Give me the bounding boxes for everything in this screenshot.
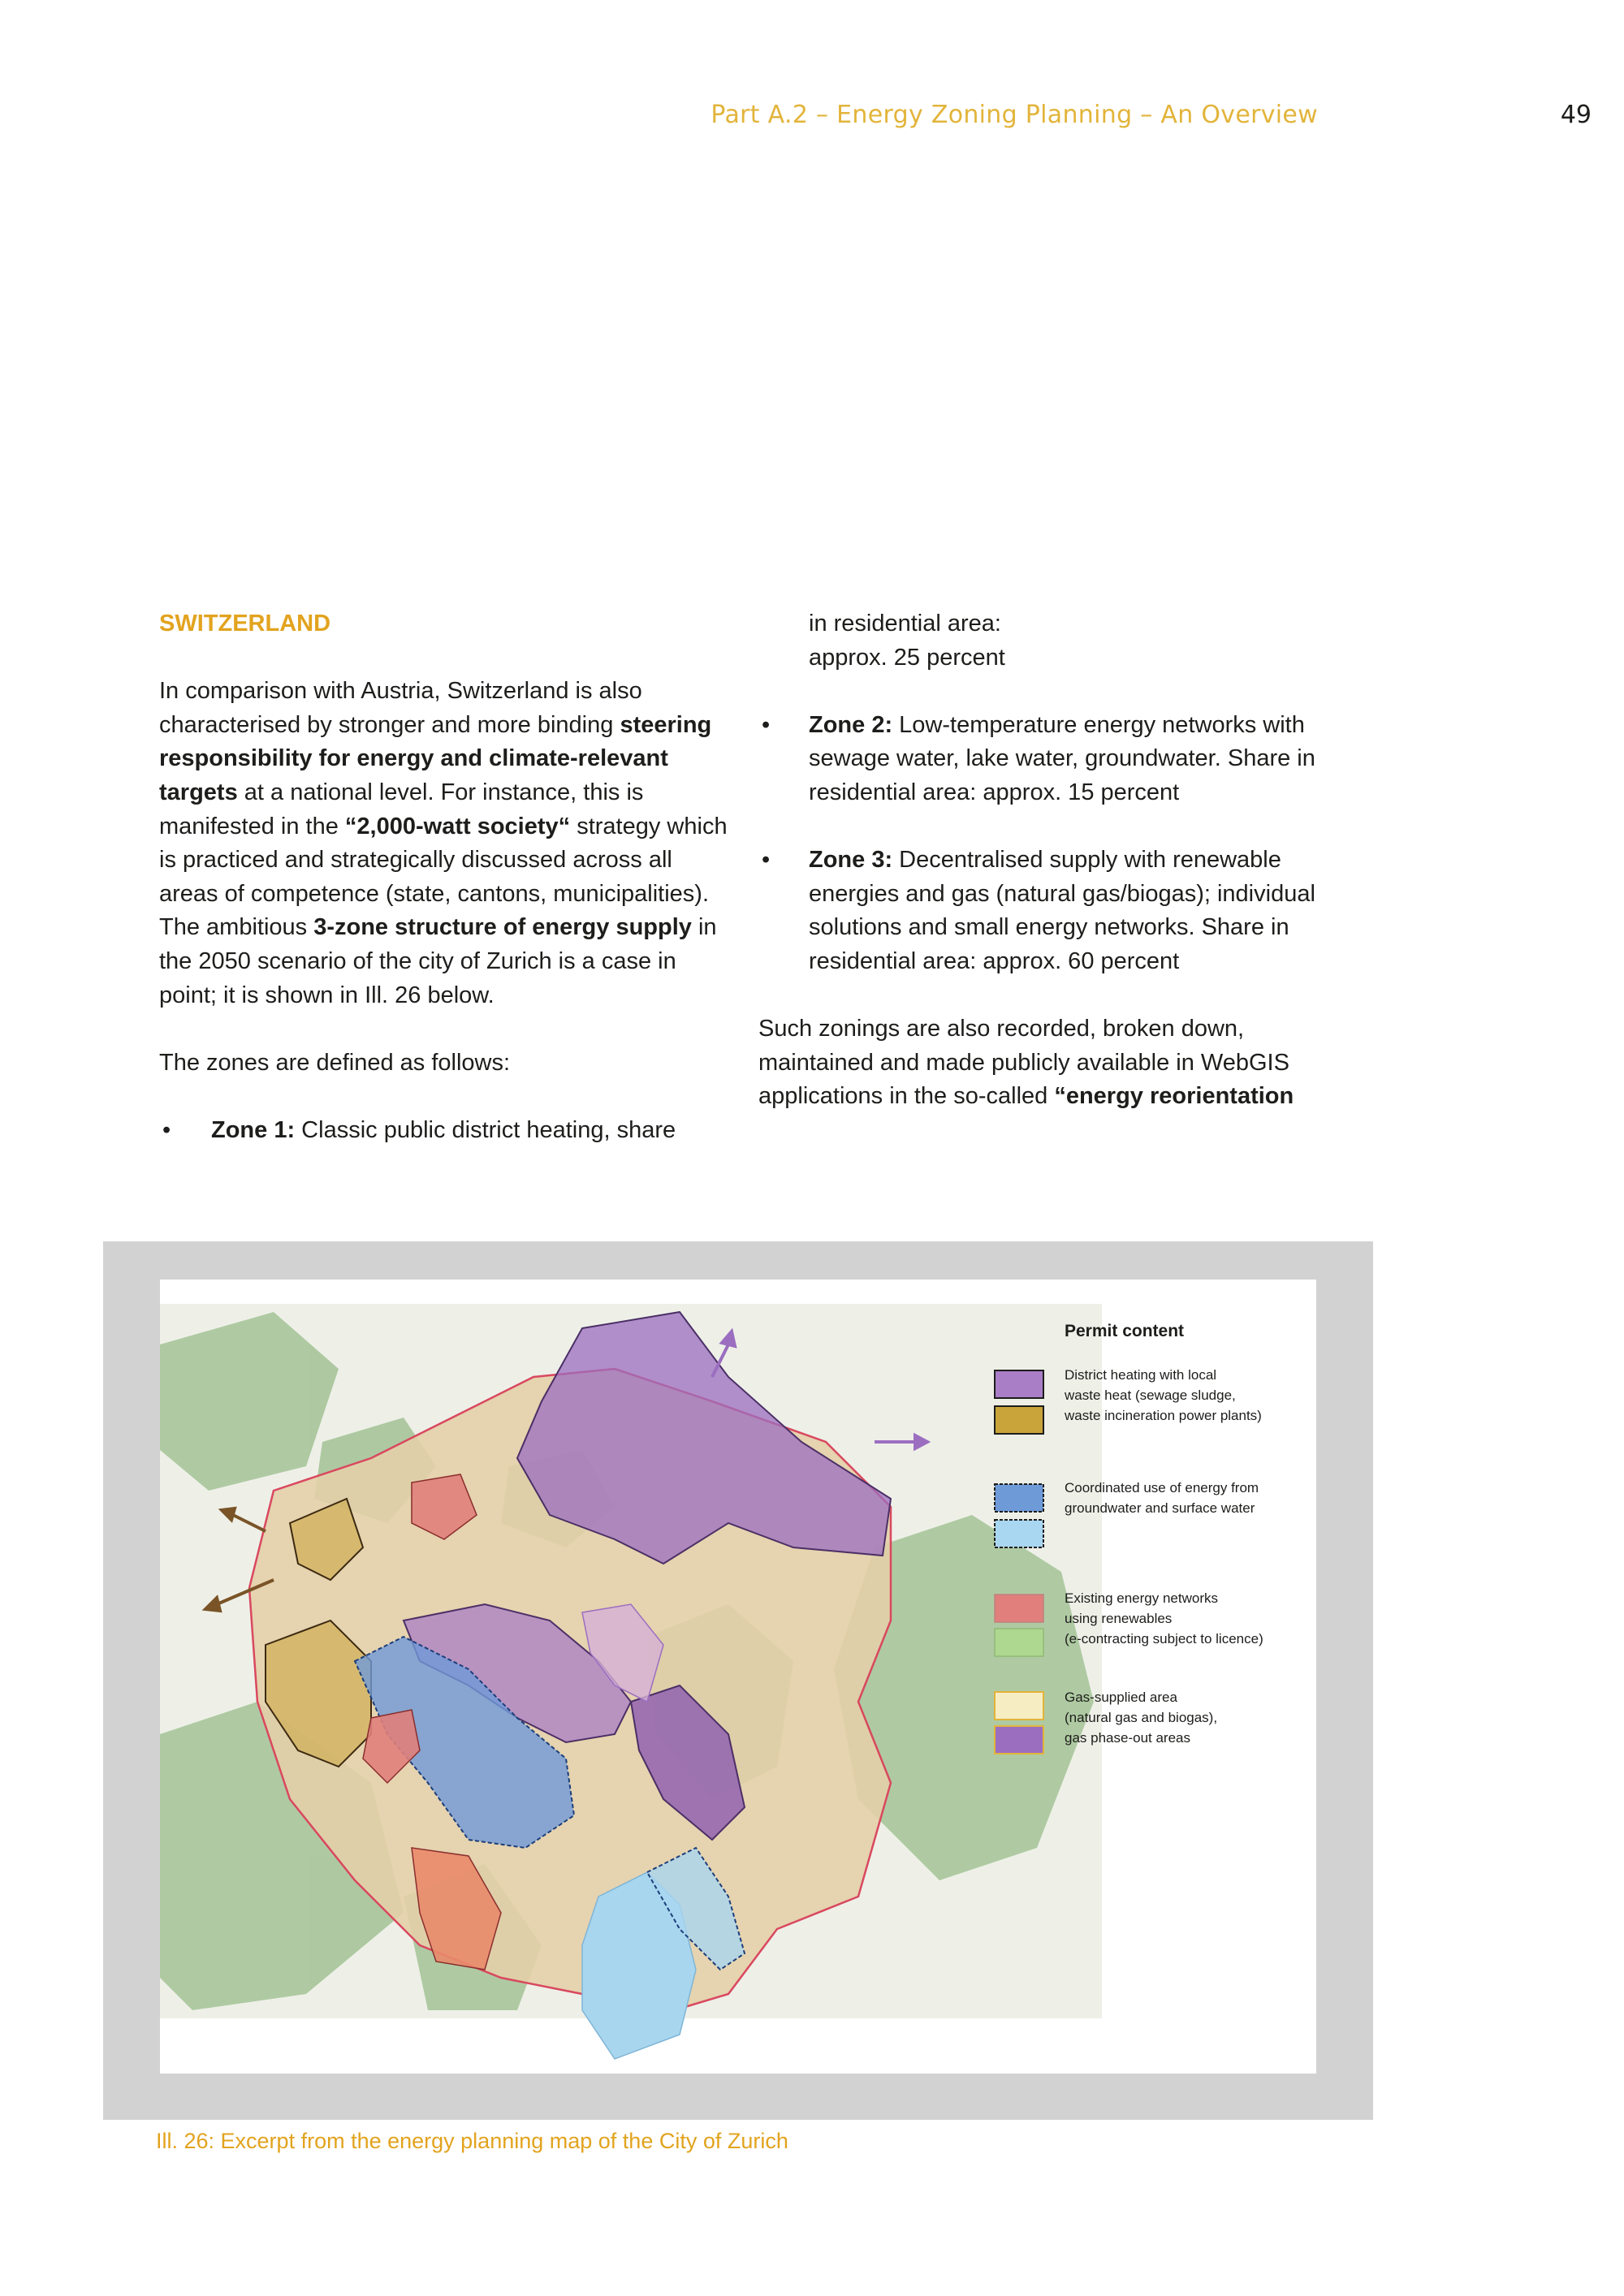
legend-swatch-gas-phase-out [995,1726,1043,1754]
zone3-bullet: • Zone 3: Decentralised supply with renewable energies and gas (natural gas/biogas); individual solutions and small energy networks. Share in residential area: approx. 60 percent [758,844,1327,978]
legend-label: (e-contracting subject to licence) [1065,1631,1263,1646]
webgis-paragraph: Such zonings are also recorded, broken down, maintained and made publicly available in WebGIS applications in the so-called “energy reorientation [758,1016,1294,1110]
bold-phrase: 3-zone structure of energy supply [313,914,692,941]
section-heading: SWITZERLAND [159,611,331,637]
zones-intro: The zones are defined as follows: [159,1049,511,1076]
legend-label: using renewables [1065,1611,1173,1626]
legend-swatch-surface-water [995,1520,1043,1547]
bullet-icon: • [762,711,771,738]
legend-label: District heating with local [1065,1367,1217,1383]
legend-label: waste heat (sewage sludge, [1065,1388,1236,1403]
bold-phrase: steering responsibility for energy and climate-relevant targets [159,711,712,805]
legend-label: (natural gas and biogas), [1065,1710,1218,1725]
bold-phrase: “energy reorientation [1054,1083,1294,1110]
figure-panel [160,1280,1316,2074]
bullet-icon: • [162,1116,171,1143]
legend-swatch-district-heating [995,1370,1043,1398]
legend-label: Existing energy networks [1065,1590,1218,1606]
section-title: Part A.2 – Energy Zoning Planning – An Overview [710,101,1318,129]
bold-phrase: “2,000-watt society“ [344,813,571,839]
page-number: 49 [1560,101,1592,129]
legend-swatch-waste-heat [995,1406,1043,1434]
right-column [758,607,1327,1148]
legend-label: Coordinated use of energy from [1065,1480,1259,1495]
zone-label: Zone 1: [211,1116,296,1143]
legend-label: waste incineration power plants) [1065,1408,1262,1423]
zone1-continuation: in residential area: approx. 25 percent [809,611,1005,671]
zone-label: Zone 3: [809,847,893,874]
figure-frame [103,1241,1373,2120]
zone2-bullet: • Zone 2: Low-temperature energy networks with sewage water, lake water, groundwater. Share in residential area: approx. 15 percent [758,709,1327,810]
bullet-icon: • [762,847,771,874]
legend-label: Gas-supplied area [1065,1690,1177,1705]
zone1-bullet: • Zone 1: Classic public district heating, share [159,1114,728,1148]
legend-swatch-e-contracting [995,1629,1043,1656]
zone-label: Zone 2: [809,711,893,738]
figure-caption: Ill. 26: Excerpt from the energy planning map of the City of Zurich [156,2129,788,2153]
legend-swatch-energy-networks [995,1595,1043,1622]
legend-label: gas phase-out areas [1065,1730,1190,1746]
legend-label: groundwater and surface water [1065,1500,1255,1516]
legend-swatch-groundwater [995,1484,1043,1512]
legend-swatch-gas-supplied [995,1692,1043,1720]
legend-title: Permit content [1065,1322,1185,1340]
left-column [159,607,728,1148]
zurich-energy-map [160,1280,1316,2074]
intro-paragraph: In comparison with Austria, Switzerland is also characterised by stronger and more binding steering responsibility for energy and climate-relevant targets at a national level. For instance, this is manifested in the “2,000-watt society“ strategy which is practiced and strategically discussed across all areas of competence (state, cantons, municipalities). The ambitious 3-zone structure of energy supply in the 2050 scenario of the city of Zurich is a case in point; it is shown in Ill. 26 below. [159,678,728,1008]
